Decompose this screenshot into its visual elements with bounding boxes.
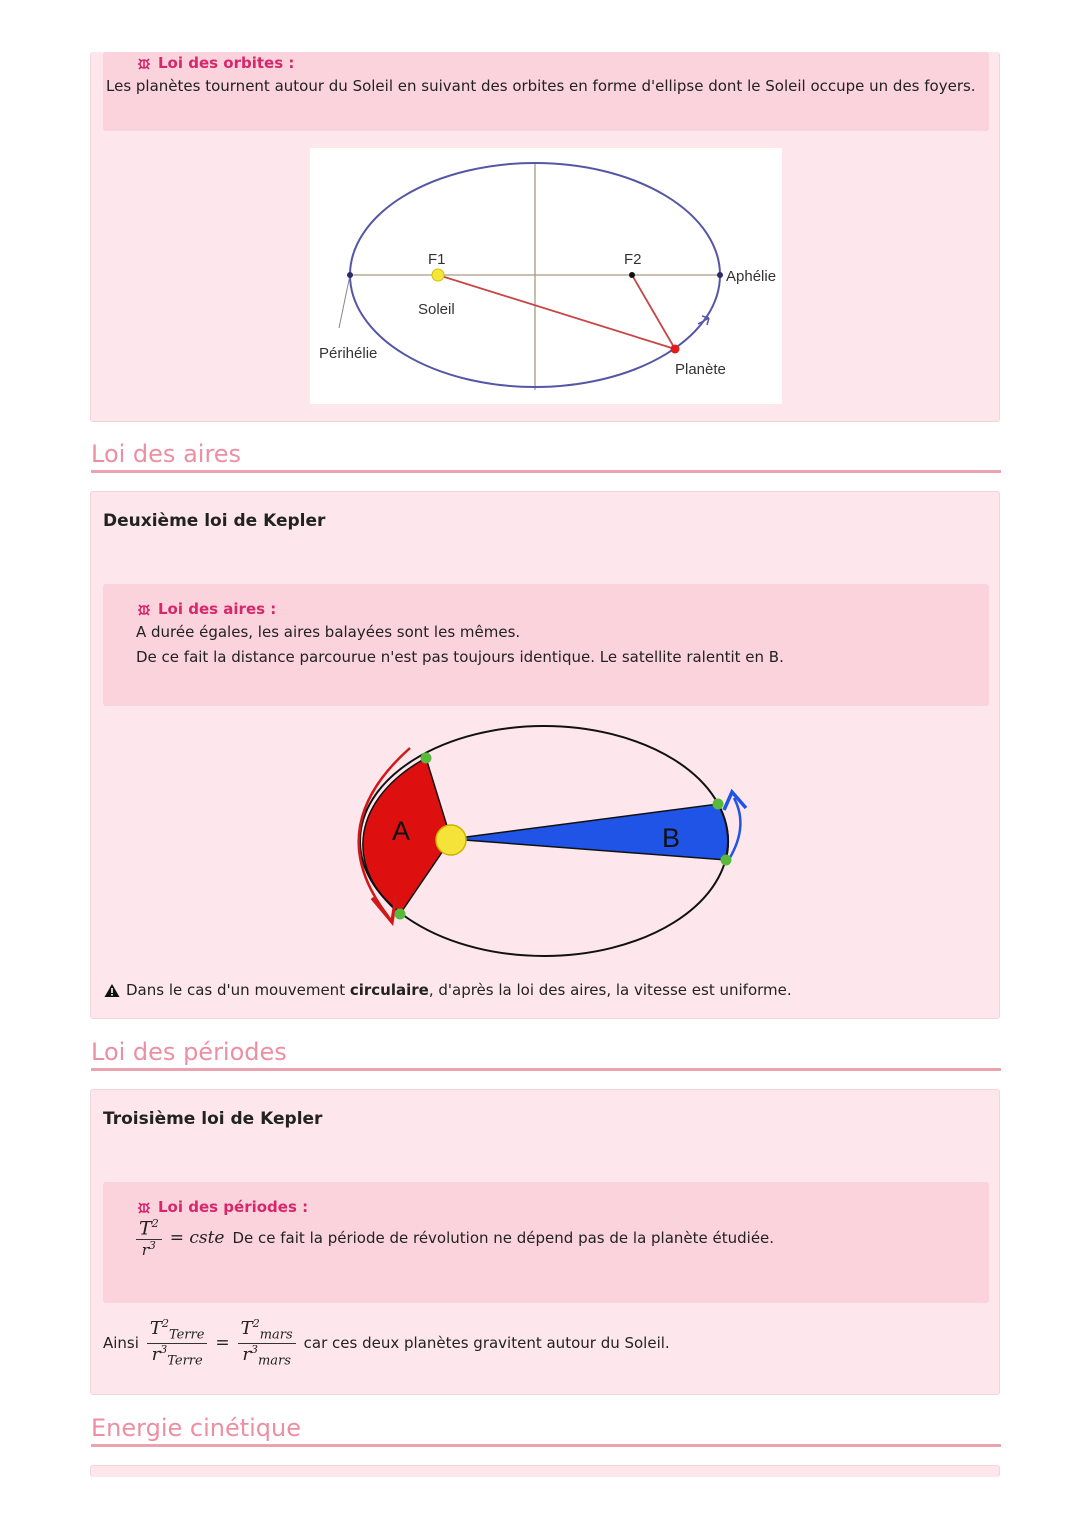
soleil-marker: [432, 269, 444, 281]
kepler-cste: = cste: [169, 1227, 225, 1248]
aires-note: [103, 584, 989, 706]
kepler-fraction: $\frac{T^2}{r^3}$: [136, 1218, 162, 1259]
bug-icon: [136, 1199, 152, 1215]
aires-warning-before: Dans le cas d'un mouvement: [126, 981, 350, 999]
f1-label: F1: [428, 251, 446, 268]
orbites-note-title: Loi des orbites :: [158, 54, 295, 72]
orbites-note: [103, 52, 989, 131]
aires-note-title: Loi des aires :: [158, 600, 277, 618]
aires-warning-after: , d'après la loi des aires, la vitesse est uniforme.: [428, 981, 792, 999]
sun-marker: [436, 825, 466, 855]
mars-fraction: $\frac{T^2_{mars}}{r^3_{mars}}$: [238, 1318, 296, 1369]
periodes-heading: Troisième loi de Kepler: [103, 1109, 323, 1129]
point-a2: [395, 909, 406, 920]
ainsi-conclusion: car ces deux planètes gravitent autour du Soleil.: [303, 1334, 670, 1353]
planete-label: Planète: [675, 361, 726, 378]
equals-sign: =: [215, 1333, 230, 1354]
aires-heading: Deuxième loi de Kepler: [103, 511, 326, 531]
areas-diagram: [330, 718, 770, 968]
aires-note-title-row: [136, 600, 989, 618]
warning-icon: [104, 983, 120, 998]
f2-marker: [629, 272, 635, 278]
ainsi-label: Ainsi: [103, 1334, 139, 1353]
periodes-section-title: Loi des périodes: [91, 1038, 1001, 1071]
aires-warning-bold: circulaire: [349, 981, 429, 999]
area-a-label: A: [392, 816, 411, 846]
aphelie-label: Aphélie: [726, 268, 777, 285]
orbit-diagram: [310, 148, 782, 404]
aires-note-line1: A durée égales, les aires balayées sont les mêmes.: [136, 623, 521, 641]
soleil-label: Soleil: [418, 301, 455, 318]
area-b: [451, 804, 728, 860]
orbites-note-text: Les planètes tournent autour du Soleil en suivant des orbites en forme d'ellipse dont le Soleil occupe un des foyers.: [106, 77, 976, 95]
energie-section-title: Energie cinétique: [91, 1414, 1001, 1447]
bug-icon: [136, 601, 152, 617]
planete-marker: [671, 345, 680, 354]
perihelie-marker: [347, 272, 353, 278]
aires-warning-text: [126, 981, 792, 999]
area-b-label: B: [662, 823, 681, 853]
aires-note-line2: De ce fait la distance parcourue n'est pas toujours identique. Le satellite ralentit en B.: [136, 648, 784, 666]
f2-label: F2: [624, 251, 642, 268]
aires-section-title: Loi des aires: [91, 440, 1001, 473]
bug-icon: [136, 55, 152, 71]
ainsi-row: [103, 1318, 670, 1369]
aphelie-marker: [717, 272, 723, 278]
periodes-note-text: De ce fait la période de révolution ne dépend pas de la planète étudiée.: [232, 1228, 775, 1247]
orbites-note-title-row: [136, 54, 989, 72]
point-a1: [421, 753, 432, 764]
periodes-note: [103, 1182, 989, 1303]
periodes-note-title-row: [136, 1198, 989, 1216]
terre-fraction: $\frac{T^2_{Terre}}{r^3_{Terre}}$: [147, 1318, 208, 1369]
point-b1: [713, 799, 724, 810]
aires-warning: [104, 981, 792, 999]
periodes-formula-row: [136, 1218, 989, 1259]
periodes-note-title: Loi des périodes :: [158, 1198, 309, 1216]
point-b2: [721, 855, 732, 866]
energie-card: [90, 1465, 1000, 1477]
perihelie-label: Périhélie: [319, 345, 378, 362]
